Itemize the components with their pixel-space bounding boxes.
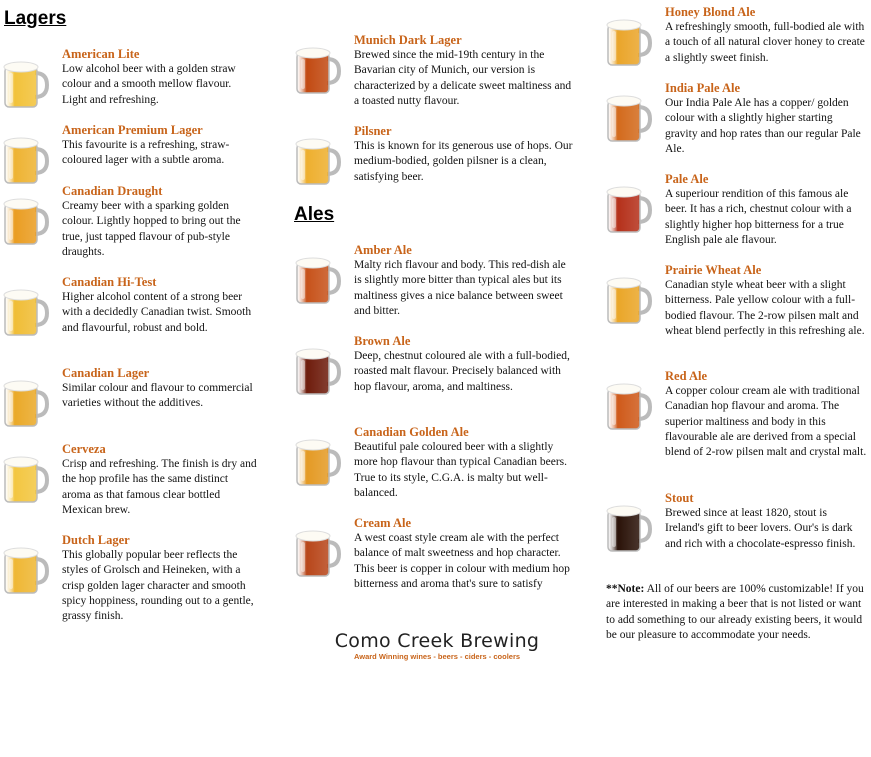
note-text: All of our beers are 100% customizable! If you are interested in making a beer that is not listed or want to add something to our already existing beers, it would be our pleasure to accommodate your needs. xyxy=(606,583,864,641)
beer-description: Brewed since at least 1820, stout is Ireland's gift to beer lovers. Our's is dark and rich with a chocolate-espresso finish. xyxy=(665,507,856,550)
beer-name: Cream Ale xyxy=(354,516,412,530)
beer-mug-icon xyxy=(2,196,50,246)
brand-tagline: Award Winning wines - beers - ciders - coolers xyxy=(353,652,521,661)
beer-mug-icon xyxy=(294,136,342,186)
beer-description: A superiour rendition of this famous ale beer. It has a rich, chestnut colour with a slightly higher hop bitterness for a true English pale ale flavour. xyxy=(665,188,852,246)
brand-name: Como Creek Brewing xyxy=(334,630,540,652)
note-label: **Note: xyxy=(606,583,645,595)
beer-description: Beautiful pale coloured beer with a slightly more hop flavour than typical Canadian beers. True to its style, C.G.A. is malty but well-balanced. xyxy=(354,441,567,499)
beer-name: American Premium Lager xyxy=(62,123,203,137)
beer-mug-icon xyxy=(2,378,50,428)
beer-description: Brewed since the mid-19th century in the Bavarian city of Munich, our version is characterized by a delicate sweet maltiness and a toasted nutty flavour. xyxy=(354,49,572,107)
beer-mug-icon xyxy=(294,45,342,95)
beer-name: Honey Blond Ale xyxy=(665,5,756,19)
beer-name: Pilsner xyxy=(354,124,392,138)
beer-description: Deep, chestnut coloured ale with a full-bodied, roasted malt flavour. Precisely balanced with hop flavour, aroma, and maltiness. xyxy=(354,350,570,393)
beer-mug-icon xyxy=(294,528,342,578)
beer-description: Similar colour and flavour to commercial varieties without the additives. xyxy=(62,382,253,410)
customization-note xyxy=(606,582,868,643)
beer-name: Brown Ale xyxy=(354,334,411,348)
beer-mug-icon xyxy=(605,275,653,325)
beer-name: India Pale Ale xyxy=(665,81,741,95)
beer-description: Our India Pale Ale has a copper/ golden colour with a slightly higher starting gravity and hop rates than our regular Pale Ale. xyxy=(665,97,861,155)
beer-mug-icon xyxy=(2,454,50,504)
beer-name: Canadian Hi-Test xyxy=(62,275,157,289)
beer-mug-icon xyxy=(2,287,50,337)
beer-description: A copper colour cream ale with traditional Canadian hop flavour and aroma. The superior maltiness and body in this flavourable ale are derived from a special blend of 2-row pilsen malt and crystal malt. xyxy=(665,385,867,459)
beer-name: Pale Ale xyxy=(665,172,709,186)
beer-mug-icon xyxy=(605,184,653,234)
beer-mug-icon xyxy=(294,346,342,396)
beer-mug-icon xyxy=(2,545,50,595)
beer-mug-icon xyxy=(294,255,342,305)
beer-mug-icon xyxy=(294,437,342,487)
beer-name: Canadian Lager xyxy=(62,366,150,380)
beer-name: Amber Ale xyxy=(354,243,412,257)
beer-description: A refreshingly smooth, full-bodied ale with a touch of all natural clover honey to create a slightly sweet finish. xyxy=(665,21,865,64)
beer-description: Creamy beer with a sparking golden colour. Lightly hopped to bring out the true, just tapped flavour of pub-style draughts. xyxy=(62,200,241,258)
lagers-heading: Lagers xyxy=(4,8,67,29)
beer-description: Canadian style wheat beer with a slight bitterness. Pale yellow colour with a full-bodied flavour. The 2-row pilsen malt and wheat blend perfectly in this refreshing ale. xyxy=(665,279,865,337)
beer-name: Cerveza xyxy=(62,442,106,456)
beer-description: This is known for its generous use of hops. Our medium-bodied, golden pilsner is a clean, satisfying beer. xyxy=(354,140,573,183)
beer-name: Canadian Golden Ale xyxy=(354,425,469,439)
beer-mug-icon xyxy=(605,503,653,553)
ales-heading: Ales xyxy=(294,204,335,225)
beer-name: Dutch Lager xyxy=(62,533,130,547)
beer-mug-icon xyxy=(605,17,653,67)
beer-description: A west coast style cream ale with the perfect balance of malt sweetness and hop character. This beer is copper in colour with medium hop bitterness and aroma that's sure to satisfy xyxy=(354,532,570,590)
beer-name: Red Ale xyxy=(665,369,708,383)
beer-name: Munich Dark Lager xyxy=(354,33,462,47)
beer-mug-icon xyxy=(605,381,653,431)
beer-description: This globally popular beer reflects the styles of Grolsch and Heineken, with a crisp golden lager character and smooth spicy hoppiness, rounding out to a gentle, grassy finish. xyxy=(62,549,254,623)
beer-description: Crisp and refreshing. The finish is dry and the hop profile has the same distinct aroma as that famous clear bottled Mexican brew. xyxy=(62,458,257,516)
beer-description: Malty rich flavour and body. This red-dish ale is slightly more bitter than typical ales but its maltiness gives a nice balance between sweet and bitter. xyxy=(354,259,566,317)
beer-mug-icon xyxy=(2,59,50,109)
beer-name: Canadian Draught xyxy=(62,184,163,198)
beer-description: Low alcohol beer with a golden straw colour and a smooth mellow flavour. Light and refreshing. xyxy=(62,63,236,106)
brand-logo xyxy=(334,630,540,661)
beer-name: American Lite xyxy=(62,47,140,61)
beer-name: Prairie Wheat Ale xyxy=(665,263,762,277)
beer-description: Higher alcohol content of a strong beer with a decidedly Canadian twist. Smooth and flavourful, robust and bold. xyxy=(62,291,252,334)
beer-description: This favourite is a refreshing, straw-coloured lager with a subtle aroma. xyxy=(62,139,230,167)
beer-name: Stout xyxy=(665,491,694,505)
beer-mug-icon xyxy=(2,135,50,185)
beer-mug-icon xyxy=(605,93,653,143)
